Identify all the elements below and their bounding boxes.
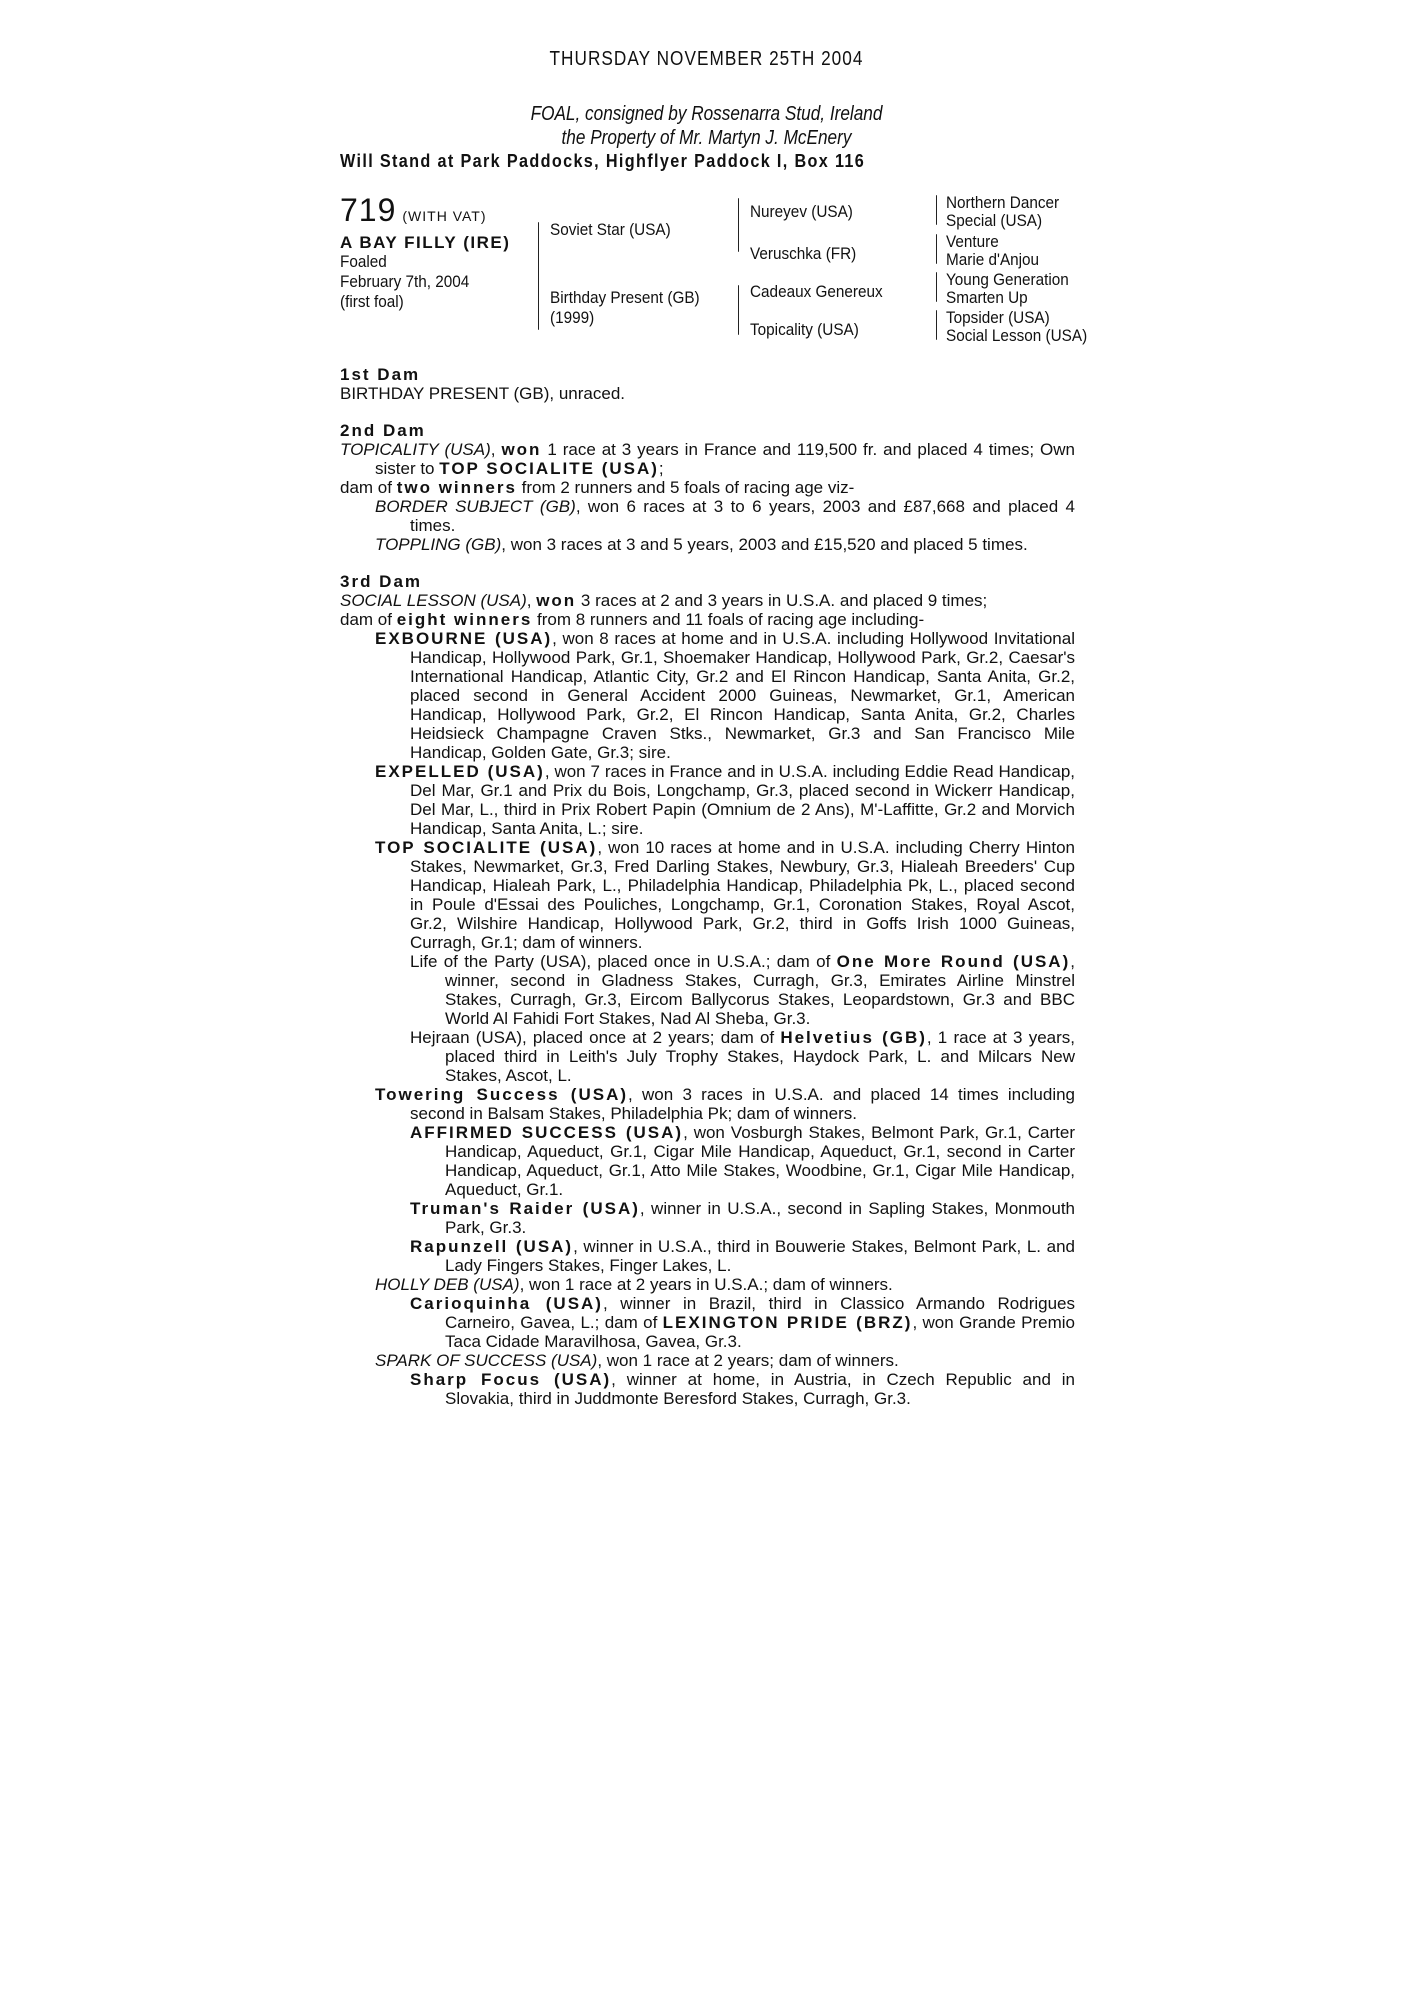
first-dam-heading: 1st Dam xyxy=(340,365,421,384)
text-fragment: 1 race at 3 years in France and 119,500 fr. and placed 4 times; Own sister to xyxy=(375,440,1076,478)
offspring-name: Helvetius (GB) xyxy=(780,1028,927,1047)
first-dam-text: BIRTHDAY PRESENT (GB), unraced. xyxy=(340,384,625,403)
offspring-name: Carioquinha (USA) xyxy=(410,1294,603,1313)
lot-header xyxy=(340,192,487,229)
offspring-name: SPARK OF SUCCESS (USA) xyxy=(375,1351,598,1370)
text-fragment: dam of xyxy=(340,478,397,497)
offspring-name: HOLLY DEB (USA) xyxy=(375,1275,520,1294)
consignment xyxy=(99,102,1314,150)
pedigree-bracket-sd xyxy=(936,234,937,264)
winners-count: two winners xyxy=(396,478,517,497)
sire: Soviet Star (USA) xyxy=(550,220,671,239)
grand-offspring-entry xyxy=(340,952,1075,1028)
second-dam-heading: 2nd Dam xyxy=(340,421,426,440)
offspring-entry xyxy=(340,1351,1075,1370)
offspring-record: , won 3 races at 3 and 5 years, 2003 and £15,520 and placed 5 times. xyxy=(501,535,1028,554)
pedigree-bracket-dd xyxy=(936,310,937,340)
offspring-record: , winner, second in Gladness Stakes, Curragh, Gr.3, Emirates Airline Minstrel Stakes, Curragh, Gr.3, Eircom Ballycorus Stakes, Leopardstown, Gr.3 and BBC World Al Fahidi Fort Stakes, Nad Al Sheba, Gr.3. xyxy=(445,952,1075,1028)
text-fragment: , xyxy=(526,591,537,610)
sister-name: TOP SOCIALITE (USA) xyxy=(439,459,659,478)
grand-offspring-entry xyxy=(340,1028,1075,1085)
third-dam-heading: 3rd Dam xyxy=(340,572,423,591)
offspring-name: Rapunzell (USA) xyxy=(410,1237,574,1256)
offspring-record: , won 3 races in U.S.A. and placed 14 times including second in Balsam Stakes, Philadelphia Pk; dam of winners. xyxy=(410,1085,1076,1123)
ss-dam: Special (USA) xyxy=(946,211,1043,230)
text-fragment: Hejraan (USA), placed once at 2 years; dam of xyxy=(410,1028,781,1047)
offspring-record: , winner in U.S.A., second in Sapling Stakes, Monmouth Park, Gr.3. xyxy=(445,1199,1075,1237)
offspring-record: , 1 race at 3 years, placed third in Leith's July Trophy Stakes, Haydock Park, L. and Milcars New Stakes, Ascot, L. xyxy=(445,1028,1075,1085)
sale-date: THURSDAY NOVEMBER 25TH 2004 xyxy=(549,48,864,70)
offspring-record: , won Grande Premio Taca Cidade Maravilhosa, Gavea, Gr.3. xyxy=(445,1313,1075,1351)
text-fragment: Life of the Party (USA), placed once in U.S.A.; dam of xyxy=(410,952,837,971)
offspring-record: , won 1 race at 2 years in U.S.A.; dam of winners. xyxy=(519,1275,893,1294)
offspring-record: , won Vosburgh Stakes, Belmont Park, Gr.1, Carter Handicap, Aqueduct, Gr.1, Cigar Mile Handicap, Aqueduct, Gr.1, second in Carter Handicap, Aqueduct, Gr.1, Atto Mile Stakes, Woodbine, Gr.1, Cigar Mile Handicap, Aqueduct, Gr.1. xyxy=(445,1123,1076,1199)
pedigree-bracket-ss xyxy=(936,195,937,225)
offspring-record: , won 10 races at home and in U.S.A. including Cherry Hinton Stakes, Newmarket, Gr.3, Fred Darling Stakes, Newbury, Gr.3, Hialeah Breeders' Cup Handicap, Hialeah Park, L., Philadelphia Handicap, Philadelphia Pk, L., placed second in Poule d'Essai des Pouliches, Longchamp, Gr.1, Coronation Stakes, Royal Ascot, Gr.2, Wilshire Handicap, Hollywood Park, Gr.2, third in Goffs Irish 1000 Guineas, Curragh, Gr.1; dam of winners. xyxy=(410,838,1075,952)
horse-description: A BAY FILLY (IRE) xyxy=(340,233,511,252)
text-fragment: ; xyxy=(658,459,664,478)
dam-history xyxy=(340,365,1075,1408)
offspring-name: LEXINGTON PRIDE (BRZ) xyxy=(662,1313,913,1332)
offspring-record: , winner in U.S.A., third in Bouwerie Stakes, Belmont Park, L. and Lady Fingers Stakes, Finger Lakes, L. xyxy=(445,1237,1075,1275)
sire-sire: Nureyev (USA) xyxy=(750,202,853,221)
offspring-entry xyxy=(340,762,1075,838)
ds-dam: Smarten Up xyxy=(946,288,1028,307)
offspring-record: , won 1 race at 2 years; dam of winners. xyxy=(597,1351,899,1370)
offspring-name: TOPPLING (GB) xyxy=(375,535,502,554)
grand-offspring-entry xyxy=(340,1199,1075,1237)
grand-offspring-entry xyxy=(340,1123,1075,1199)
offspring-name: BORDER SUBJECT (GB) xyxy=(375,497,576,516)
offspring-entry xyxy=(340,629,1075,762)
consignor-line: FOAL, consigned by Rossenarra Stud, Ireland xyxy=(530,103,883,125)
grand-offspring-entry xyxy=(340,1294,1075,1351)
offspring-name: Truman's Raider (USA) xyxy=(410,1199,640,1218)
foal-info xyxy=(340,252,469,312)
offspring-name: One More Round (USA) xyxy=(836,952,1071,971)
grand-offspring-entry xyxy=(340,1237,1075,1275)
sd-sire: Venture xyxy=(946,232,999,251)
dam-dam: Topicality (USA) xyxy=(750,320,859,339)
offspring-entry xyxy=(340,1085,1075,1123)
offspring-name: EXPELLED (USA) xyxy=(375,762,545,781)
offspring-record: , won 8 races at home and in U.S.A. including Hollywood Invitational Handicap, Hollywood Park, Gr.1, Shoemaker Handicap, Hollywood Park, Gr.2, Caesar's International Handicap, Atlantic City, Gr.2 and El Rincon Handicap, Santa Anita, Gr.2, placed second in General Accident 2000 Guineas, Newmarket, Gr.1, American Handicap, Hollywood Park, Gr.2, El Rincon Handicap, Santa Anita, Gr.2, Charles Heidsieck Champagne Craven Stks., Newmarket, Gr.3 and San Francisco Mile Handicap, Golden Gate, Gr.3; sire. xyxy=(410,629,1075,762)
dam-name: SOCIAL LESSON (USA) xyxy=(340,591,527,610)
pedigree-bracket-gen1 xyxy=(538,222,539,330)
sd-dam: Marie d'Anjou xyxy=(946,250,1040,269)
won-emphasis: won xyxy=(501,440,542,459)
foal-note: (first foal) xyxy=(340,292,404,311)
second-dam-produce xyxy=(340,478,1075,497)
offspring-record: , won 7 races in France and in U.S.A. including Eddie Read Handicap, Del Mar, Gr.1 and Prix du Bois, Longchamp, Gr.3, placed second in Wickerr Handicap, Del Mar, L., third in Prix Robert Papin (Omnium de 2 Ans), M'-Laffitte, Gr.2 and Morvich Handicap, Santa Anita, L.; sire. xyxy=(410,762,1075,838)
offspring-entry xyxy=(340,535,1075,554)
text-fragment: from 8 runners and 11 foals of racing age including- xyxy=(532,610,925,629)
text-fragment: dam of xyxy=(340,610,397,629)
lot-number: 719 xyxy=(340,192,397,228)
foaled-date: February 7th, 2004 xyxy=(340,272,470,291)
dam: Birthday Present (GB) xyxy=(550,288,700,307)
dam-year: (1999) xyxy=(550,308,595,327)
offspring-name: Sharp Focus (USA) xyxy=(410,1370,612,1389)
dam-name: TOPICALITY (USA) xyxy=(340,440,491,459)
offspring-entry xyxy=(340,1275,1075,1294)
foaled-label: Foaled xyxy=(340,252,387,271)
vat-label: (WITH VAT) xyxy=(402,208,487,224)
offspring-record: , winner in Brazil, third in Classico Armando Rodrigues Carneiro, Gavea, L.; dam of xyxy=(445,1294,1076,1332)
offspring-name: Towering Success (USA) xyxy=(375,1085,629,1104)
pedigree-bracket-dam xyxy=(738,285,739,335)
text-fragment: 3 races at 2 and 3 years in U.S.A. and placed 9 times; xyxy=(576,591,988,610)
dd-dam: Social Lesson (USA) xyxy=(946,326,1088,345)
grand-offspring-entry xyxy=(340,1370,1075,1408)
offspring-record: , won 6 races at 3 to 6 years, 2003 and £87,668 and placed 4 times. xyxy=(410,497,1075,535)
text-fragment: from 2 runners and 5 foals of racing age viz- xyxy=(516,478,855,497)
stand-location: Will Stand at Park Paddocks, Highflyer Paddock I, Box 116 xyxy=(340,151,866,171)
third-dam-produce xyxy=(340,610,1075,629)
dd-sire: Topsider (USA) xyxy=(946,308,1050,327)
text-fragment: , xyxy=(490,440,502,459)
offspring-name: EXBOURNE (USA) xyxy=(375,629,553,648)
owner-line: the Property of Mr. Martyn J. McEnery xyxy=(561,127,852,149)
offspring-name: TOP SOCIALITE (USA) xyxy=(375,838,598,857)
sire-dam: Veruschka (FR) xyxy=(750,244,857,263)
offspring-name: AFFIRMED SUCCESS (USA) xyxy=(410,1123,684,1142)
pedigree-bracket-sire xyxy=(738,198,739,252)
won-emphasis: won xyxy=(536,591,577,610)
second-dam-record xyxy=(340,440,1075,478)
offspring-record: , winner at home, in Austria, in Czech Republic and in Slovakia, third in Juddmonte Beresford Stakes, Curragh, Gr.3. xyxy=(445,1370,1076,1408)
offspring-entry xyxy=(340,497,1075,535)
offspring-entry xyxy=(340,838,1075,952)
ss-sire: Northern Dancer xyxy=(946,193,1060,212)
ds-sire: Young Generation xyxy=(946,270,1069,289)
pedigree-bracket-ds xyxy=(936,272,937,302)
winners-count: eight winners xyxy=(396,610,533,629)
third-dam-record xyxy=(340,591,1075,610)
dam-sire: Cadeaux Genereux xyxy=(750,282,883,301)
